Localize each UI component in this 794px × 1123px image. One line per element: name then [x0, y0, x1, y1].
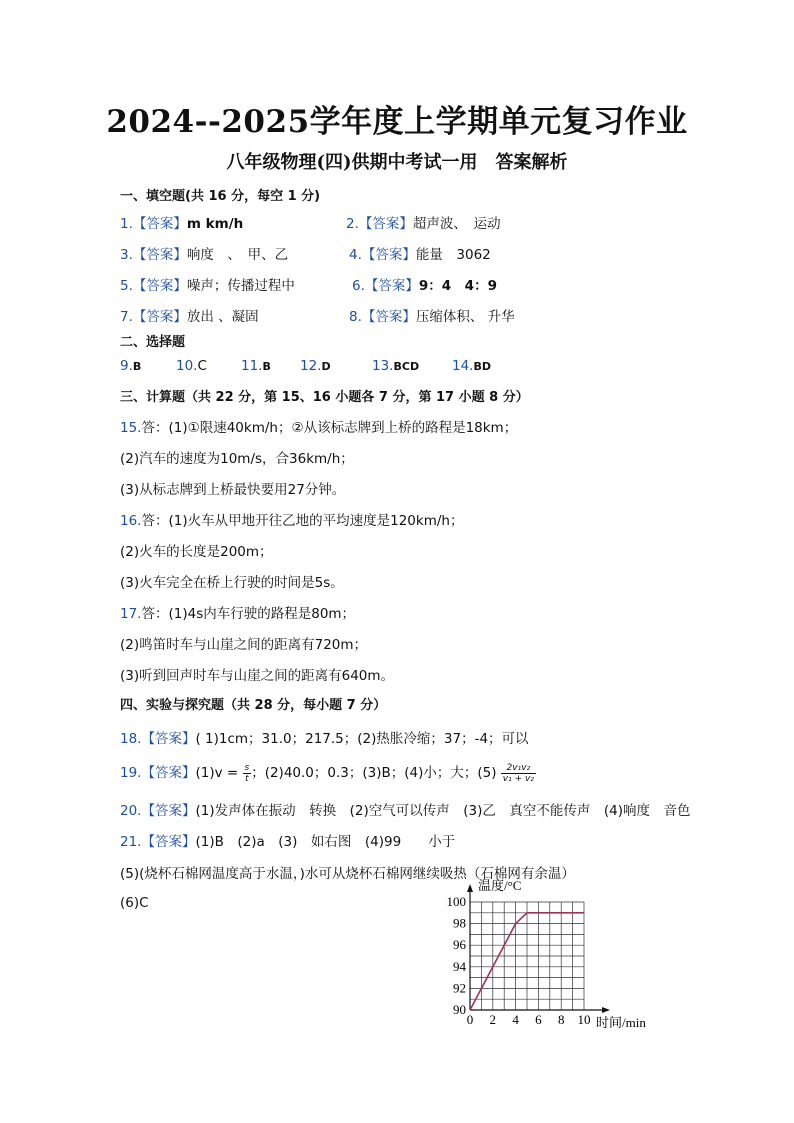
answer-21: 21.【答案】(1)B (2)a (3) 如右图 (4)99 小于 — [120, 834, 456, 850]
calc-line: (2)鸣笛时车与山崖之间的距离有720m； — [120, 637, 368, 653]
calc-line: (2)汽车的速度为10m/s，合36km/h； — [120, 451, 354, 467]
x-tick-label: 4 — [512, 1012, 519, 1027]
calc-line: (3)火车完全在桥上行驶的时间是5s。 — [120, 575, 344, 591]
answer-19: 19.【答案】(1)v = $\frac{s}{t}$ ；(2)40.0；0.3；(3)B；(4)小；大；(5) $\frac{\text{2v₁v₂}}{\text{v₁ + v₂}}$ — [120, 762, 534, 784]
answer-13: 13.BCD — [372, 358, 420, 374]
section-heading-experiment: 四、实验与探究题（共 28 分，每小题 7 分） — [120, 698, 387, 713]
calc-line: 15.答：(1)①限速40km/h；②从该标志牌到上桥的路程是18km； — [120, 420, 518, 436]
answer-5: 5.【答案】噪声；传播过程中 — [120, 278, 295, 294]
fraction-s-over-t: $\frac{s}{t}$ — [244, 762, 250, 784]
x-tick-label: 6 — [535, 1012, 542, 1027]
answer-7: 7.【答案】放出 、凝固 — [120, 309, 259, 325]
temperature-time-chart — [430, 872, 670, 1037]
calc-line: (3)听到回声时车与山崖之间的距离有640m。 — [120, 668, 395, 684]
answer-21-5: (5)(烧杯石棉网温度高于水温，)水可从烧杯石棉网继续吸热（石棉网有余温） — [120, 866, 575, 882]
section-heading-choice: 二、选择题 — [120, 335, 186, 350]
calc-line: 17.答：(1)4s内车行驶的路程是80m； — [120, 606, 356, 622]
answer-14: 14.BD — [452, 358, 491, 374]
answer-4: 4.【答案】能量 3062 — [349, 247, 491, 263]
chart-ylabel: 温度/°C — [478, 878, 522, 893]
answer-10: 10.C — [176, 358, 207, 374]
answer-2: 2.【答案】超声波、 运动 — [346, 216, 501, 232]
answer-3: 3.【答案】响度 、 甲、乙 — [120, 247, 289, 263]
chart-grid — [470, 902, 584, 1010]
page-subtitle: 八年级物理(四)供期中考试一用 答案解析 — [226, 152, 568, 173]
calc-line: (2)火车的长度是200m； — [120, 544, 273, 560]
calc-line: 16.答：(1)火车从甲地开往乙地的平均速度是120km/h； — [120, 513, 464, 529]
answer-1: 1.【答案】m km/h — [120, 216, 244, 232]
y-tick-label: 98 — [453, 915, 466, 931]
chart-xlabel: 时间/min — [596, 1015, 646, 1030]
answer-11: 11.B — [241, 358, 271, 374]
chart-ticks — [447, 894, 591, 1027]
x-tick-label: 8 — [557, 1012, 565, 1027]
x-tick-label: 10 — [577, 1012, 591, 1027]
calc-line: (3)从标志牌到上桥最快要用27分钟。 — [120, 482, 346, 498]
answer-6: 6.【答案】9：4 4：9 — [352, 278, 497, 294]
y-tick-label: 96 — [453, 937, 466, 953]
answer-12: 12.D — [300, 358, 331, 374]
fraction-average-speed: $\frac{\text{2v₁v₂}}{\text{v₁ + v₂}}$ — [502, 762, 534, 784]
y-tick-label: 100 — [446, 894, 466, 909]
x-tick-label: 0 — [466, 1012, 474, 1027]
answer-9: 9.B — [120, 358, 142, 374]
x-axis-arrow — [602, 1007, 610, 1013]
section-heading-calc: 三、计算题（共 22 分，第 15、16 小题各 7 分，第 17 小题 8 分） — [120, 390, 529, 405]
answer-21-6: (6)C — [120, 895, 149, 911]
y-tick-label: 90 — [453, 1002, 466, 1017]
answer-18: 18.【答案】( 1)1cm；31.0；217.5；(2)热胀冷缩；37；-4；可以 — [120, 731, 529, 747]
y-axis-arrow — [467, 884, 473, 892]
y-tick-label: 92 — [453, 980, 466, 996]
answer-20: 20.【答案】(1)发声体在振动 转换 (2)空气可以传声 (3)乙 真空不能传声 (4)响度 音色 — [120, 803, 691, 819]
section-heading-fill: 一、填空题(共 16 分，每空 1 分) — [120, 189, 321, 204]
y-tick-label: 94 — [453, 958, 466, 974]
page-title: 2024--2025学年度上学期单元复习作业 — [106, 104, 688, 140]
x-tick-label: 2 — [489, 1012, 497, 1027]
answer-8: 8.【答案】压缩体积、 升华 — [349, 309, 515, 325]
